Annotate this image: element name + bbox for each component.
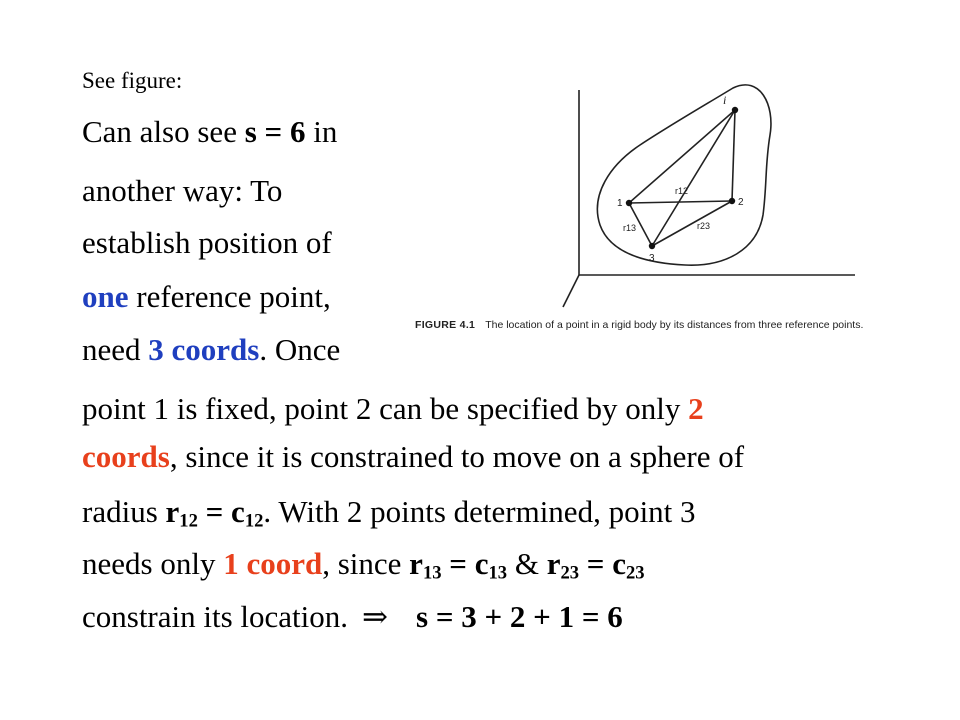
text-line-1 xyxy=(82,113,337,151)
r23-eq-c: = c xyxy=(579,546,626,581)
text-line-3 xyxy=(82,224,332,262)
label-r23: r23 xyxy=(697,221,711,231)
text-line-1-a: Can also see xyxy=(82,114,245,149)
text-line-5-a: need xyxy=(82,332,149,367)
rigid-body-outline xyxy=(597,85,771,265)
label-r13: r13 xyxy=(623,223,637,233)
r23-equation xyxy=(546,546,645,584)
one-highlight: one xyxy=(82,279,129,314)
one-coord-highlight: 1 coord xyxy=(223,546,323,581)
line-2-3 xyxy=(652,201,732,246)
s-equals-6: s = 6 xyxy=(244,114,306,149)
r23-r: r xyxy=(546,546,561,581)
r13-r23-equations xyxy=(409,546,508,584)
r23-sub: 23 xyxy=(560,562,580,584)
label-r12: r12 xyxy=(675,186,689,196)
r12-eq-c: = c xyxy=(197,494,245,529)
line-i-2 xyxy=(732,110,735,201)
c23-sub: 23 xyxy=(625,562,645,584)
text-line-1-c: in xyxy=(305,114,338,149)
label-point-2: 2 xyxy=(738,197,744,208)
text-line-8-a: radius xyxy=(82,494,166,529)
text-line-9-c: , since xyxy=(322,546,410,581)
text-line-10-a: constrain its location. xyxy=(82,599,349,634)
implies-arrow-icon: ⇒ xyxy=(362,599,389,634)
point-1 xyxy=(626,200,632,206)
text-line-4 xyxy=(82,278,331,316)
r12-equation xyxy=(165,494,264,532)
text-line-6-a: point 1 is fixed, point 2 can be specified by only xyxy=(82,391,689,426)
r13-sub: 13 xyxy=(422,562,442,584)
see-figure-text xyxy=(82,62,182,100)
text-line-2-a: another way: To xyxy=(82,173,283,208)
text-line-7-b: , since it is constrained to move on a sphere of xyxy=(169,439,745,474)
point-3 xyxy=(649,243,655,249)
three-coords-highlight: 3 coords xyxy=(148,332,260,367)
figure-caption-text: The location of a point in a rigid body by its distances from three reference points. xyxy=(485,319,864,331)
text-line-5 xyxy=(82,331,340,369)
r13-eq-c: = c xyxy=(441,546,489,581)
two-highlight: 2 xyxy=(688,391,704,426)
c12-sub: 12 xyxy=(244,510,264,532)
text-line-10 xyxy=(82,598,623,636)
text-line-4-b: reference point, xyxy=(128,279,331,314)
text-line-2 xyxy=(82,172,282,210)
axis-diagonal xyxy=(563,275,579,307)
r12-sub: 12 xyxy=(179,510,198,532)
point-i xyxy=(732,107,738,113)
ampersand: & xyxy=(507,546,547,581)
c13-sub: 13 xyxy=(488,562,508,584)
label-point-i: i xyxy=(723,93,727,107)
label-point-1: 1 xyxy=(617,198,623,209)
line-1-2 xyxy=(629,201,732,203)
see-figure-label: See figure: xyxy=(82,68,183,93)
text-line-6 xyxy=(82,390,704,428)
r13-r: r xyxy=(409,546,423,581)
point-2 xyxy=(729,198,735,204)
r12-r: r xyxy=(165,494,180,529)
text-line-3-a: establish position of xyxy=(82,225,332,260)
figure-caption-label: FIGURE 4.1 xyxy=(415,319,476,331)
label-point-3: 3 xyxy=(649,253,655,264)
text-line-9 xyxy=(82,545,645,583)
text-line-8 xyxy=(82,493,696,531)
line-i-3 xyxy=(652,110,735,246)
text-line-5-c: . Once xyxy=(259,332,341,367)
figure-caption xyxy=(415,318,925,332)
text-line-9-a: needs only xyxy=(82,546,224,581)
s-sum-equation: s = 3 + 2 + 1 = 6 xyxy=(416,599,623,634)
coords-highlight: coords xyxy=(82,439,170,474)
text-line-7 xyxy=(82,438,744,476)
text-line-8-c: . With 2 points determined, point 3 xyxy=(263,494,696,529)
